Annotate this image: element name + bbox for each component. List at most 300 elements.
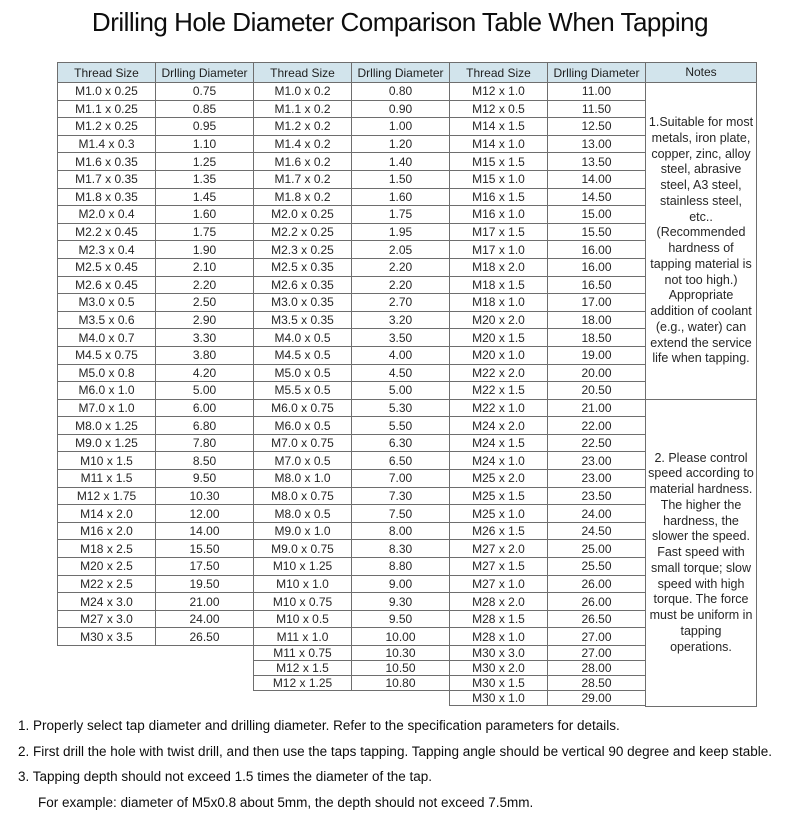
diameter-cell: 19.50: [156, 575, 254, 593]
table-header-row: [450, 63, 646, 83]
thread-size-cell: M1.1 x 0.25: [58, 100, 156, 118]
table-row: [58, 153, 254, 171]
diameter-cell: 1.75: [156, 223, 254, 241]
table-row: [254, 452, 450, 470]
diameter-cell: 5.00: [352, 382, 450, 400]
thread-size-cell: M27 x 2.0: [450, 540, 548, 558]
table-row: [254, 223, 450, 241]
diameter-cell: 2.20: [156, 276, 254, 294]
thread-size-header: Thread Size: [450, 63, 548, 83]
thread-size-cell: M8.0 x 0.5: [254, 505, 352, 523]
diameter-cell: 1.50: [352, 170, 450, 188]
thread-size-cell: M27 x 1.5: [450, 558, 548, 576]
table-row: [450, 100, 646, 118]
diameter-cell: 20.50: [548, 382, 646, 400]
table-row: [450, 661, 646, 676]
table-row: [58, 399, 254, 417]
table-row: [254, 575, 450, 593]
thread-size-cell: M24 x 3.0: [58, 593, 156, 611]
diameter-cell: 15.50: [548, 223, 646, 241]
diameter-cell: 23.00: [548, 470, 646, 488]
thread-size-cell: M28 x 1.0: [450, 628, 548, 646]
diameter-cell: 22.00: [548, 417, 646, 435]
diameter-cell: 15.50: [156, 540, 254, 558]
diameter-cell: 12.00: [156, 505, 254, 523]
table-row: [254, 346, 450, 364]
diameter-cell: 2.05: [352, 241, 450, 259]
thread-size-cell: M2.2 x 0.45: [58, 223, 156, 241]
drilling-diameter-header: Drlling Diameter: [548, 63, 646, 83]
table-row: [58, 276, 254, 294]
table-row: [58, 188, 254, 206]
diameter-cell: 28.00: [548, 661, 646, 676]
diameter-cell: 25.50: [548, 558, 646, 576]
thread-size-cell: M25 x 2.0: [450, 470, 548, 488]
diameter-cell: 6.50: [352, 452, 450, 470]
table-row: [58, 452, 254, 470]
table-row: [58, 329, 254, 347]
table-row: [254, 540, 450, 558]
table-row: [58, 382, 254, 400]
diameter-cell: 1.75: [352, 206, 450, 224]
table-row: [254, 311, 450, 329]
footer-note: 1. Properly select tap diameter and drilling diameter. Refer to the specification parameters for details.: [18, 713, 788, 739]
thread-size-cell: M2.6 x 0.45: [58, 276, 156, 294]
thread-size-header: Thread Size: [58, 63, 156, 83]
thread-size-cell: M12 x 1.25: [254, 676, 352, 691]
diameter-cell: 5.00: [156, 382, 254, 400]
thread-size-cell: M22 x 1.5: [450, 382, 548, 400]
thread-size-cell: M10 x 1.0: [254, 575, 352, 593]
diameter-cell: 27.00: [548, 646, 646, 661]
diameter-cell: 22.50: [548, 434, 646, 452]
thread-table-1: [57, 62, 254, 646]
diameter-cell: 16.00: [548, 258, 646, 276]
diameter-cell: 1.60: [156, 206, 254, 224]
thread-size-cell: M2.5 x 0.45: [58, 258, 156, 276]
drilling-diameter-header: Drlling Diameter: [156, 63, 254, 83]
thread-size-cell: M1.6 x 0.2: [254, 153, 352, 171]
thread-size-cell: M28 x 2.0: [450, 593, 548, 611]
notes-cell-1: 1.Suitable for most metals, iron plate, copper, zinc, alloy steel, abrasive steel, A3 steel, stainless steel, etc..(Recommended hardness of tapping material is not too high.) Appropriate addition of coolant (e.g., water) can extend the service life when tapping.: [646, 83, 756, 400]
diameter-cell: 2.70: [352, 294, 450, 312]
diameter-cell: 1.35: [156, 170, 254, 188]
table-row: [58, 223, 254, 241]
thread-size-cell: M15 x 1.5: [450, 153, 548, 171]
table-row: [450, 329, 646, 347]
table-row: [450, 382, 646, 400]
diameter-cell: 29.00: [548, 691, 646, 706]
table-row: [58, 258, 254, 276]
table-row: [254, 258, 450, 276]
notes-column: [645, 62, 757, 707]
thread-size-cell: M1.8 x 0.35: [58, 188, 156, 206]
diameter-cell: 25.00: [548, 540, 646, 558]
diameter-cell: 10.30: [156, 487, 254, 505]
table-row: [254, 470, 450, 488]
page-title: Drilling Hole Diameter Comparison Table When Tapping: [0, 7, 800, 38]
table-row: [58, 118, 254, 136]
diameter-cell: 26.00: [548, 593, 646, 611]
thread-size-cell: M9.0 x 1.0: [254, 522, 352, 540]
thread-size-cell: M6.0 x 0.75: [254, 399, 352, 417]
thread-size-cell: M14 x 1.0: [450, 135, 548, 153]
diameter-cell: 2.20: [352, 276, 450, 294]
diameter-cell: 4.00: [352, 346, 450, 364]
thread-size-cell: M9.0 x 1.25: [58, 434, 156, 452]
thread-size-cell: M12 x 0.5: [450, 100, 548, 118]
thread-size-cell: M30 x 2.0: [450, 661, 548, 676]
diameter-cell: 9.50: [156, 470, 254, 488]
diameter-cell: 3.50: [352, 329, 450, 347]
thread-size-cell: M28 x 1.5: [450, 610, 548, 628]
thread-size-cell: M2.6 x 0.35: [254, 276, 352, 294]
diameter-cell: 7.30: [352, 487, 450, 505]
diameter-cell: 8.50: [156, 452, 254, 470]
diameter-cell: 9.50: [352, 610, 450, 628]
thread-size-cell: M7.0 x 1.0: [58, 399, 156, 417]
thread-size-cell: M9.0 x 0.75: [254, 540, 352, 558]
table-row: [450, 522, 646, 540]
table-row: [450, 399, 646, 417]
table-row: [254, 505, 450, 523]
thread-size-cell: M1.2 x 0.25: [58, 118, 156, 136]
diameter-cell: 23.50: [548, 487, 646, 505]
thread-size-cell: M11 x 0.75: [254, 646, 352, 661]
thread-size-cell: M6.0 x 0.5: [254, 417, 352, 435]
table-row: [450, 206, 646, 224]
thread-size-cell: M11 x 1.5: [58, 470, 156, 488]
diameter-cell: 16.50: [548, 276, 646, 294]
thread-size-cell: M3.0 x 0.35: [254, 294, 352, 312]
table-row: [254, 118, 450, 136]
diameter-cell: 26.50: [156, 628, 254, 646]
table-row: [58, 540, 254, 558]
thread-size-cell: M16 x 1.5: [450, 188, 548, 206]
table-row: [450, 276, 646, 294]
table-row: [58, 593, 254, 611]
diameter-cell: 8.80: [352, 558, 450, 576]
diameter-cell: 7.00: [352, 470, 450, 488]
comparison-table: [57, 62, 757, 707]
thread-table-3: [449, 62, 646, 706]
diameter-cell: 2.90: [156, 311, 254, 329]
diameter-cell: 17.50: [156, 558, 254, 576]
diameter-cell: 23.00: [548, 452, 646, 470]
diameter-cell: 2.50: [156, 294, 254, 312]
diameter-cell: 2.20: [352, 258, 450, 276]
thread-size-cell: M2.3 x 0.25: [254, 241, 352, 259]
diameter-cell: 1.45: [156, 188, 254, 206]
thread-size-cell: M10 x 0.75: [254, 593, 352, 611]
thread-size-cell: M25 x 1.5: [450, 487, 548, 505]
diameter-cell: 5.50: [352, 417, 450, 435]
diameter-cell: 10.50: [352, 661, 450, 676]
table-row: [254, 241, 450, 259]
diameter-cell: 20.00: [548, 364, 646, 382]
thread-size-cell: M24 x 1.0: [450, 452, 548, 470]
diameter-cell: 13.00: [548, 135, 646, 153]
diameter-cell: 11.00: [548, 83, 646, 101]
diameter-cell: 24.50: [548, 522, 646, 540]
table-row: [450, 241, 646, 259]
table-row: [254, 188, 450, 206]
thread-size-cell: M3.5 x 0.35: [254, 311, 352, 329]
thread-size-cell: M1.0 x 0.2: [254, 83, 352, 101]
thread-size-cell: M27 x 3.0: [58, 610, 156, 628]
table-row: [58, 294, 254, 312]
thread-size-cell: M18 x 1.5: [450, 276, 548, 294]
thread-size-cell: M1.0 x 0.25: [58, 83, 156, 101]
diameter-cell: 19.00: [548, 346, 646, 364]
table-row: [254, 558, 450, 576]
table-row: [254, 170, 450, 188]
table-row: [450, 540, 646, 558]
thread-size-cell: M20 x 2.5: [58, 558, 156, 576]
table-row: [450, 364, 646, 382]
diameter-cell: 0.80: [352, 83, 450, 101]
diameter-cell: 9.30: [352, 593, 450, 611]
diameter-cell: 7.80: [156, 434, 254, 452]
thread-size-cell: M1.4 x 0.3: [58, 135, 156, 153]
thread-size-cell: M24 x 2.0: [450, 417, 548, 435]
diameter-cell: 1.40: [352, 153, 450, 171]
diameter-cell: 10.30: [352, 646, 450, 661]
thread-size-cell: M30 x 1.0: [450, 691, 548, 706]
diameter-cell: 1.95: [352, 223, 450, 241]
diameter-cell: 0.95: [156, 118, 254, 136]
table-row: [450, 346, 646, 364]
thread-size-cell: M4.0 x 0.7: [58, 329, 156, 347]
diameter-cell: 28.50: [548, 676, 646, 691]
table-row: [254, 417, 450, 435]
diameter-cell: 24.00: [156, 610, 254, 628]
notes-cell-2: 2. Please control speed according to material hardness. The higher the hardness, the slower the speed. Fast speed with small torque; slow speed with high torque. The force must be uniform in tapping operations.: [646, 400, 756, 706]
diameter-cell: 12.50: [548, 118, 646, 136]
thread-size-cell: M1.6 x 0.35: [58, 153, 156, 171]
footer-note: 3. Tapping depth should not exceed 1.5 times the diameter of the tap.: [18, 764, 788, 790]
diameter-cell: 11.50: [548, 100, 646, 118]
thread-size-cell: M22 x 2.0: [450, 364, 548, 382]
diameter-cell: 2.10: [156, 258, 254, 276]
diameter-cell: 4.50: [352, 364, 450, 382]
thread-size-cell: M1.8 x 0.2: [254, 188, 352, 206]
diameter-cell: 26.00: [548, 575, 646, 593]
diameter-cell: 3.80: [156, 346, 254, 364]
thread-size-cell: M12 x 1.75: [58, 487, 156, 505]
thread-size-cell: M1.7 x 0.2: [254, 170, 352, 188]
diameter-cell: 10.00: [352, 628, 450, 646]
table-row: [254, 329, 450, 347]
diameter-cell: 26.50: [548, 610, 646, 628]
diameter-cell: 7.50: [352, 505, 450, 523]
diameter-cell: 1.00: [352, 118, 450, 136]
table-row: [58, 505, 254, 523]
thread-size-cell: M5.0 x 0.5: [254, 364, 352, 382]
diameter-cell: 6.80: [156, 417, 254, 435]
thread-size-cell: M30 x 1.5: [450, 676, 548, 691]
thread-size-cell: M5.0 x 0.8: [58, 364, 156, 382]
table-row: [450, 676, 646, 691]
diameter-cell: 14.50: [548, 188, 646, 206]
table-row: [450, 83, 646, 101]
diameter-cell: 5.30: [352, 399, 450, 417]
diameter-cell: 3.20: [352, 311, 450, 329]
thread-size-header: Thread Size: [254, 63, 352, 83]
thread-size-cell: M15 x 1.0: [450, 170, 548, 188]
thread-size-cell: M11 x 1.0: [254, 628, 352, 646]
diameter-cell: 3.30: [156, 329, 254, 347]
table-row: [58, 628, 254, 646]
table-row: [450, 258, 646, 276]
table-row: [254, 153, 450, 171]
thread-size-cell: M22 x 1.0: [450, 399, 548, 417]
thread-size-cell: M20 x 2.0: [450, 311, 548, 329]
table-row: [254, 434, 450, 452]
table-row: [254, 399, 450, 417]
table-row: [450, 294, 646, 312]
table-row: [450, 610, 646, 628]
table-row: [450, 575, 646, 593]
thread-size-cell: M2.0 x 0.4: [58, 206, 156, 224]
table-row: [58, 558, 254, 576]
table-row: [254, 593, 450, 611]
table-row: [58, 522, 254, 540]
thread-size-cell: M16 x 1.0: [450, 206, 548, 224]
thread-size-cell: M12 x 1.0: [450, 83, 548, 101]
diameter-cell: 4.20: [156, 364, 254, 382]
diameter-cell: 14.00: [548, 170, 646, 188]
diameter-cell: 17.00: [548, 294, 646, 312]
thread-size-cell: M4.5 x 0.5: [254, 346, 352, 364]
table-row: [254, 100, 450, 118]
diameter-cell: 1.60: [352, 188, 450, 206]
table-row: [450, 417, 646, 435]
table-row: [450, 311, 646, 329]
table-row: [58, 470, 254, 488]
table-row: [450, 223, 646, 241]
thread-tables-container: [57, 62, 646, 706]
diameter-cell: 0.90: [352, 100, 450, 118]
table-row: [58, 241, 254, 259]
diameter-cell: 15.00: [548, 206, 646, 224]
diameter-cell: 10.80: [352, 676, 450, 691]
table-row: [450, 487, 646, 505]
table-row: [450, 470, 646, 488]
thread-size-cell: M3.0 x 0.5: [58, 294, 156, 312]
table-row: [58, 417, 254, 435]
diameter-cell: 24.00: [548, 505, 646, 523]
thread-size-cell: M26 x 1.5: [450, 522, 548, 540]
thread-size-cell: M3.5 x 0.6: [58, 311, 156, 329]
notes-header: Notes: [646, 63, 756, 83]
table-row: [58, 135, 254, 153]
table-row: [450, 646, 646, 661]
thread-size-cell: M20 x 1.0: [450, 346, 548, 364]
footer-note-example: For example: diameter of M5x0.8 about 5mm, the depth should not exceed 7.5mm.: [18, 790, 788, 815]
table-row: [450, 153, 646, 171]
table-row: [254, 676, 450, 691]
table-row: [254, 661, 450, 676]
thread-size-cell: M10 x 1.5: [58, 452, 156, 470]
diameter-cell: 21.00: [548, 399, 646, 417]
thread-size-cell: M24 x 1.5: [450, 434, 548, 452]
diameter-cell: 6.30: [352, 434, 450, 452]
thread-size-cell: M14 x 2.0: [58, 505, 156, 523]
diameter-cell: 14.00: [156, 522, 254, 540]
thread-size-cell: M12 x 1.5: [254, 661, 352, 676]
thread-size-cell: M8.0 x 1.25: [58, 417, 156, 435]
thread-size-cell: M30 x 3.5: [58, 628, 156, 646]
thread-size-cell: M17 x 1.0: [450, 241, 548, 259]
diameter-cell: 21.00: [156, 593, 254, 611]
thread-size-cell: M7.0 x 0.5: [254, 452, 352, 470]
table-row: [58, 434, 254, 452]
table-row: [450, 118, 646, 136]
diameter-cell: 6.00: [156, 399, 254, 417]
table-row: [58, 100, 254, 118]
table-row: [58, 487, 254, 505]
thread-size-cell: M18 x 2.5: [58, 540, 156, 558]
table-row: [450, 135, 646, 153]
table-row: [254, 646, 450, 661]
diameter-cell: 9.00: [352, 575, 450, 593]
table-row: [58, 610, 254, 628]
table-row: [450, 452, 646, 470]
thread-size-cell: M1.1 x 0.2: [254, 100, 352, 118]
table-row: [450, 170, 646, 188]
table-row: [58, 83, 254, 101]
diameter-cell: 13.50: [548, 153, 646, 171]
table-row: [254, 522, 450, 540]
table-row: [58, 575, 254, 593]
thread-size-cell: M20 x 1.5: [450, 329, 548, 347]
table-row: [254, 276, 450, 294]
thread-size-cell: M8.0 x 1.0: [254, 470, 352, 488]
table-row: [450, 691, 646, 706]
diameter-cell: 27.00: [548, 628, 646, 646]
diameter-cell: 0.75: [156, 83, 254, 101]
thread-size-cell: M4.5 x 0.75: [58, 346, 156, 364]
thread-size-cell: M16 x 2.0: [58, 522, 156, 540]
diameter-cell: 8.00: [352, 522, 450, 540]
thread-size-cell: M14 x 1.5: [450, 118, 548, 136]
table-row: [58, 364, 254, 382]
thread-size-cell: M1.4 x 0.2: [254, 135, 352, 153]
diameter-cell: 1.10: [156, 135, 254, 153]
thread-size-cell: M25 x 1.0: [450, 505, 548, 523]
diameter-cell: 16.00: [548, 241, 646, 259]
thread-size-cell: M2.2 x 0.25: [254, 223, 352, 241]
thread-size-cell: M10 x 1.25: [254, 558, 352, 576]
thread-size-cell: M5.5 x 0.5: [254, 382, 352, 400]
thread-size-cell: M6.0 x 1.0: [58, 382, 156, 400]
table-row: [450, 505, 646, 523]
thread-size-cell: M18 x 1.0: [450, 294, 548, 312]
table-row: [254, 610, 450, 628]
thread-size-cell: M17 x 1.5: [450, 223, 548, 241]
thread-size-cell: M22 x 2.5: [58, 575, 156, 593]
table-row: [254, 487, 450, 505]
thread-size-cell: M1.7 x 0.35: [58, 170, 156, 188]
table-row: [450, 188, 646, 206]
diameter-cell: 1.90: [156, 241, 254, 259]
table-row: [450, 434, 646, 452]
thread-size-cell: M8.0 x 0.75: [254, 487, 352, 505]
thread-size-cell: M2.5 x 0.35: [254, 258, 352, 276]
table-row: [254, 364, 450, 382]
drilling-diameter-header: Drlling Diameter: [352, 63, 450, 83]
